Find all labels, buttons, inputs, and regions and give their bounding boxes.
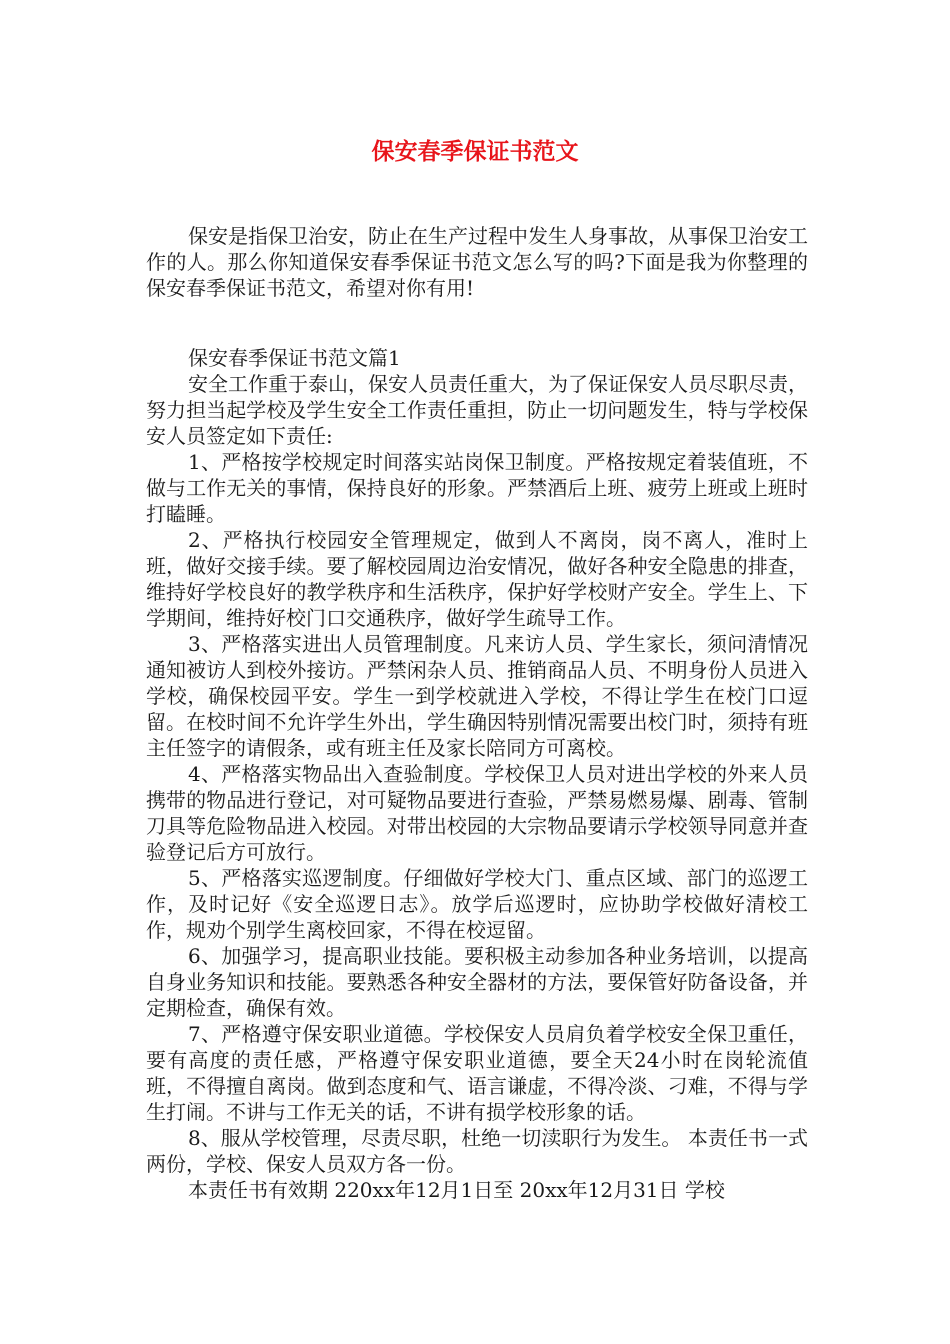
intro-paragraph: 保安是指保卫治安，防止在生产过程中发生人身事故，从事保卫治安工作的人。那么你知道保安春季保证书范文怎么写的吗?下面是我为你整理的保安春季保证书范文，希望对你有用! [146,224,808,300]
body-paragraph: 4、严格落实物品出入查验制度。学校保卫人员对进出学校的外来人员携带的物品进行登记，对可疑物品要进行查验，严禁易燃易爆、剧毒、管制刀具等危险物品进入校园。对带出校园的大宗物品要请示学校领导同意并查验登记后方可放行。 [146,762,808,864]
paragraph-gap [146,301,808,345]
body-paragraph: 8、服从学校管理，尽责尽职，杜绝一切渎职行为发生。 本责任书一式两份，学校、保安人员双方各一份。 [146,1126,808,1176]
body-paragraph: 6、加强学习，提高职业技能。要积极主动参加各种业务培训，以提高自身业务知识和技能。要熟悉各种安全器材的方法，要保管好防备设备，并定期检查，确保有效。 [146,944,808,1020]
document-title: 保安春季保证书范文 [371,139,579,165]
body-paragraph: 1、严格按学校规定时间落实站岗保卫制度。严格按规定着装值班，不做与工作无关的事情，保持良好的形象。严禁酒后上班、疲劳上班或上班时打瞌睡。 [146,450,808,526]
body-paragraph: 本责任书有效期 220xx年12月1日至 20xx年12月31日 学校 [188,1178,725,1202]
document-body [146,223,808,1203]
body-paragraph: 安全工作重于泰山，保安人员责任重大，为了保证保安人员尽职尽责，努力担当起学校及学生安全工作责任重担，防止一切问题发生，特与学校保安人员签定如下责任: [146,372,808,448]
body-paragraph: 3、严格落实进出人员管理制度。凡来访人员、学生家长，须问清情况通知被访人到校外接访。严禁闲杂人员、推销商品人员、不明身份人员进入学校，确保校园平安。学生一到学校就进入学校，不得让学生在校门口逗留。在校时间不允许学生外出，学生确因特别情况需要出校门时，须持有班主任签字的请假条，或有班主任及家长陪同方可离校。 [146,632,808,760]
body-paragraph: 5、严格落实巡逻制度。仔细做好学校大门、重点区域、部门的巡逻工作，及时记好《安全巡逻日志》。放学后巡逻时，应协助学校做好清校工作，规劝个别学生离校回家，不得在校逗留。 [146,866,808,942]
body-paragraph: 2、严格执行校园安全管理规定，做到人不离岗，岗不离人，准时上班，做好交接手续。要了解校园周边治安情况，做好各种安全隐患的排查，维持好学校良好的教学秩序和生活秩序，保护好学校财产安全。学生上、下学期间，维持好校门口交通秩序，做好学生疏导工作。 [146,528,808,630]
section-heading: 保安春季保证书范文篇1 [188,346,401,370]
body-paragraph: 7、严格遵守保安职业道德。学校保安人员肩负着学校安全保卫重任，要有高度的责任感，严格遵守保安职业道德，要全天24小时在岗轮流值班，不得擅自离岗。做到态度和气、语言谦虚，不得冷淡、刁难，不得与学生打闹。不讲与工作无关的话，不讲有损学校形象的话。 [146,1022,808,1124]
